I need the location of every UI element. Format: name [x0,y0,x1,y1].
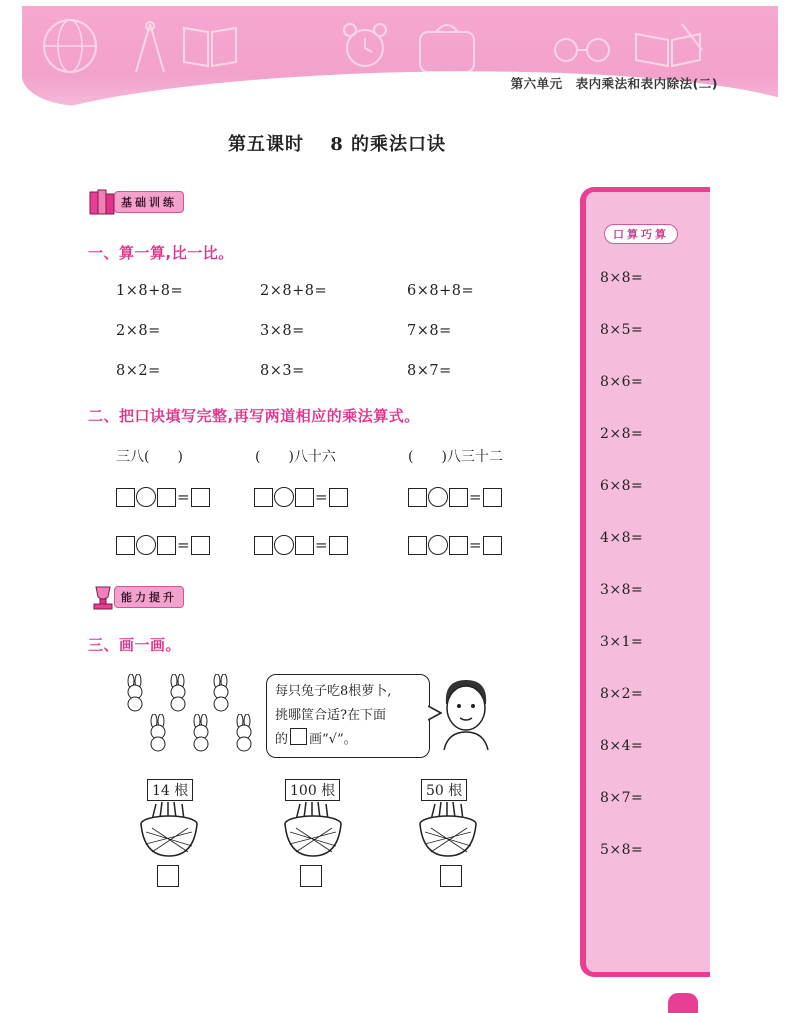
rabbit-icon [165,674,191,712]
basket-count-tag: 100 根 [285,779,340,801]
calc-item: 7×8= [407,323,452,339]
sidebar-calc-item: 8×8= [600,270,644,286]
operator-circle[interactable] [428,487,448,507]
answer-box[interactable] [116,488,135,507]
answer-box[interactable] [483,488,502,507]
unit-title: 第六单元 表内乘法和表内除法(二) [510,76,718,91]
equation-row [408,487,502,507]
equation-row [408,535,502,555]
sidebar-calc-item: 8×4= [600,738,644,754]
answer-box[interactable] [483,536,502,555]
answer-box[interactable] [116,536,135,555]
calc-item: 1×8+8= [116,283,184,299]
schoolbag-icon [412,18,482,76]
carrot-basket-icon [282,800,344,860]
answer-box[interactable] [191,536,210,555]
bubble-text-line [275,728,421,752]
rabbit-icon [208,674,234,712]
answer-box[interactable] [329,536,348,555]
calc-item: 2×8+8= [260,283,328,299]
answer-box[interactable] [295,488,314,507]
speech-bubble [266,674,430,758]
operator-circle[interactable] [274,487,294,507]
boy-illustration-icon [436,674,494,750]
operator-circle[interactable] [428,535,448,555]
sidebar-badge: 口算巧算 [604,224,678,244]
answer-box[interactable] [191,488,210,507]
equals-sign: = [177,487,190,506]
page-number-tab [668,993,698,1013]
section-badge-label: 能力提升 [114,586,184,608]
check-answer-box[interactable] [440,865,462,887]
globe-icon [40,16,100,76]
answer-box[interactable] [408,536,427,555]
rhyme-hint: ( )八十六 [255,449,336,465]
carrot-basket-icon [417,800,479,860]
sidebar-calc-item: 8×7= [600,790,644,806]
check-answer-box[interactable] [157,865,179,887]
question-3-heading: 三、画一画。 [88,636,182,654]
operator-circle[interactable] [136,487,156,507]
calc-item: 8×7= [407,363,452,379]
sidebar-calc-item: 2×8= [600,426,644,442]
sidebar-calc-item: 8×5= [600,322,644,338]
bubble-text: 挑哪筐合适?在下面 [275,708,386,723]
calc-item: 3×8= [260,323,305,339]
basket-count-tag: 50 根 [421,779,467,801]
sidebar-calc-item: 5×8= [600,842,644,858]
rabbit-icon [188,714,214,752]
check-answer-box[interactable] [300,865,322,887]
equation-row [254,487,348,507]
book-icon [180,22,240,70]
rabbit-icon [145,714,171,752]
sidebar-calc-item: 3×1= [600,634,644,650]
carrot-basket-icon [138,800,200,860]
calc-item: 8×3= [260,363,305,379]
sidebar-calc-item: 4×8= [600,530,644,546]
sidebar-calc-item: 8×2= [600,686,644,702]
rhyme-hint: 三八( ) [116,449,183,465]
alarm-clock-icon [340,20,390,72]
rabbit-icon [231,714,257,752]
answer-box[interactable] [329,488,348,507]
question-2-heading: 二、把口诀填写完整,再写两道相应的乘法算式。 [88,407,420,425]
rabbit-icon [122,674,148,712]
sidebar-calc-item: 6×8= [600,478,644,494]
answer-box[interactable] [254,488,273,507]
glasses-icon [550,34,614,64]
answer-box[interactable] [295,536,314,555]
answer-box[interactable] [408,488,427,507]
operator-circle[interactable] [274,535,294,555]
rhyme-hint: ( )八三十二 [408,449,503,465]
section-badge-label: 基础训练 [114,191,184,213]
equals-sign: = [469,487,482,506]
equation-row [254,535,348,555]
equals-sign: = [315,487,328,506]
calc-item: 8×2= [116,363,161,379]
compass-icon [130,20,170,76]
sidebar-calc-item: 8×6= [600,374,644,390]
bubble-text: 画“√”。 [309,732,357,747]
section-badge-basic [88,188,184,216]
bubble-text: 的 [275,732,289,747]
answer-box[interactable] [449,536,468,555]
operator-circle[interactable] [136,535,156,555]
answer-box[interactable] [157,536,176,555]
bubble-text: 每只兔子吃8根萝卜, [275,684,392,699]
answer-box[interactable] [254,536,273,555]
answer-box[interactable] [449,488,468,507]
equals-sign: = [177,535,190,554]
sidebar-calc-item: 3×8= [600,582,644,598]
equals-sign: = [315,535,328,554]
equation-row [116,535,210,555]
open-book-pen-icon [632,20,708,70]
calc-item: 6×8+8= [407,283,475,299]
answer-box[interactable] [157,488,176,507]
equals-sign: = [469,535,482,554]
question-1-heading: 一、算一算,比一比。 [88,244,234,262]
equation-row [116,487,210,507]
lesson-title: 第五课时 8 的乘法口诀 [228,134,447,155]
section-badge-advanced [88,583,184,611]
inline-box [290,728,307,745]
calc-item: 2×8= [116,323,161,339]
basket-count-tag: 14 根 [147,779,193,801]
